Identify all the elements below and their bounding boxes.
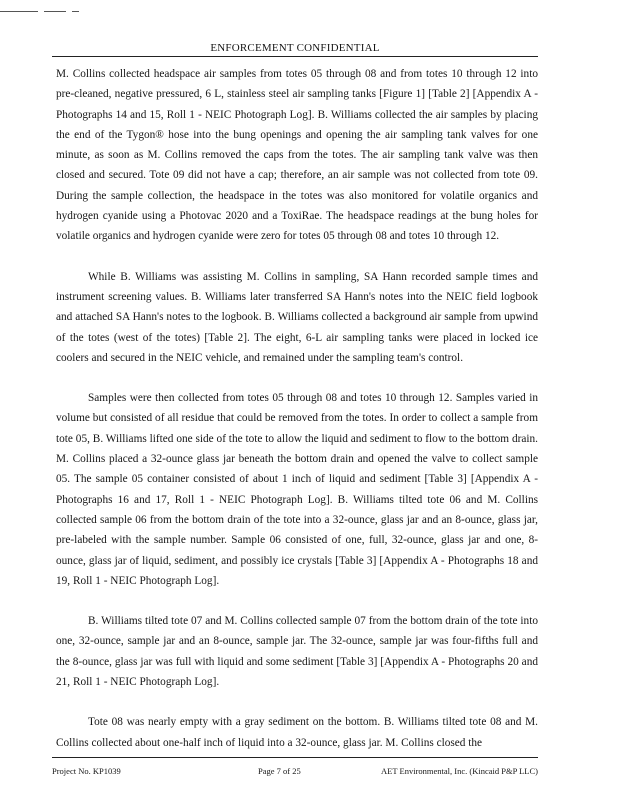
scan-corner-mark [72, 11, 79, 12]
header-rule [52, 56, 538, 57]
scan-corner-mark [44, 11, 66, 12]
footer-rule [52, 757, 538, 758]
page-number: Page 7 of 25 [258, 766, 301, 776]
paragraph-screening-values: While B. Williams was assisting M. Collins in sampling, SA Hann recorded sample times and instrument screening values. B. Williams later transferred SA Hann's notes into the NEIC field logbook and attached SA Hann's notes to the logbook. B. Williams collected a background air sample from upwind of the totes (west of the totes) [Table 2]. The eight, 6-L air sampling tanks were placed in locked ice coolers and secured in the NEIC vehicle, and remained under the sampling team's control. [56, 270, 538, 364]
paragraph-tote-08: Tote 08 was nearly empty with a gray sediment on the bottom. B. Williams tilted tote 08 and M. Collins collected about one-half inch of liquid into a 32-ounce, glass jar. M. Collins closed the [56, 716, 538, 749]
paragraph-tote-samples: Samples were then collected from totes 05 through 08 and totes 10 through 12. Samples varied in volume but consisted of all residue that could be removed from the totes. In order to collect a sample from tote 05, B. Williams lifted one side of the tote to allow the liquid and sediment to flow to the bottom drain. M. Collins placed a 32-ounce glass jar beneath the bottom drain and opened the valve to collect sample 05. The sample 05 container consisted of about 1 inch of liquid and sediment [Table 3] [Appendix A - Photographs 16 and 17, Roll 1 - NEIC Photograph Log]. B. Williams tilted tote 06 and M. Collins collected sample 06 from the bottom drain of the tote into a 32-ounce, glass jar and an 8-ounce, glass jar, pre-labeled with the sample number. Sample 06 consisted of one, full, 32-ounce, glass jar and one, 8-ounce, glass jar of liquid, sediment, and possibly ice crystals [Table 3] [Appendix A - Photographs 18 and 19, Roll 1 - NEIC Photograph Log]. [56, 392, 538, 587]
project-number: Project No. KP1039 [52, 766, 121, 776]
paragraph-headspace-air-samples: M. Collins collected headspace air samples from totes 05 through 08 and from totes 10 through 12 into pre-cleaned, negative pressured, 6 L, stainless steel air sampling tanks [Figure 1] [Table 2] [Appendix A - Photographs 14 and 15, Roll 1 - NEIC Photograph Log]. B. Williams collected the air samples by placing the end of the Tygon® hose into the bung openings and opening the air sampling tank valves for one minute, as soon as M. Collins removed the caps from the totes. The air sampling tank valve was then closed and secured. Tote 09 did not have a cap; therefore, an air sample was not collected from tote 09. During the sample collection, the headspace in the totes was also monitored for volatile organics and hydrogen cyanide using a Photovac 2020 and a ToxiRae. The headspace readings at the bung holes for volatile organics and hydrogen cyanide were zero for totes 05 through 08 and totes 10 through 12. [56, 68, 538, 243]
company-name: AET Environmental, Inc. (Kincaid P&P LLC) [381, 766, 538, 776]
scan-corner-mark [0, 11, 38, 12]
page-header [52, 42, 538, 54]
paragraph-tote-07: B. Williams tilted tote 07 and M. Collins collected sample 07 from the bottom drain of the tote into one, 32-ounce, sample jar and an 8-ounce, sample jar. The 32-ounce, sample jar was four-fifths full and the 8-ounce, glass jar was full with liquid and some sediment [Table 3] [Appendix A - Photographs 20 and 21, Roll 1 - NEIC Photograph Log]. [56, 615, 538, 689]
confidential-banner: ENFORCEMENT CONFIDENTIAL [210, 42, 380, 54]
document-body [56, 64, 538, 773]
